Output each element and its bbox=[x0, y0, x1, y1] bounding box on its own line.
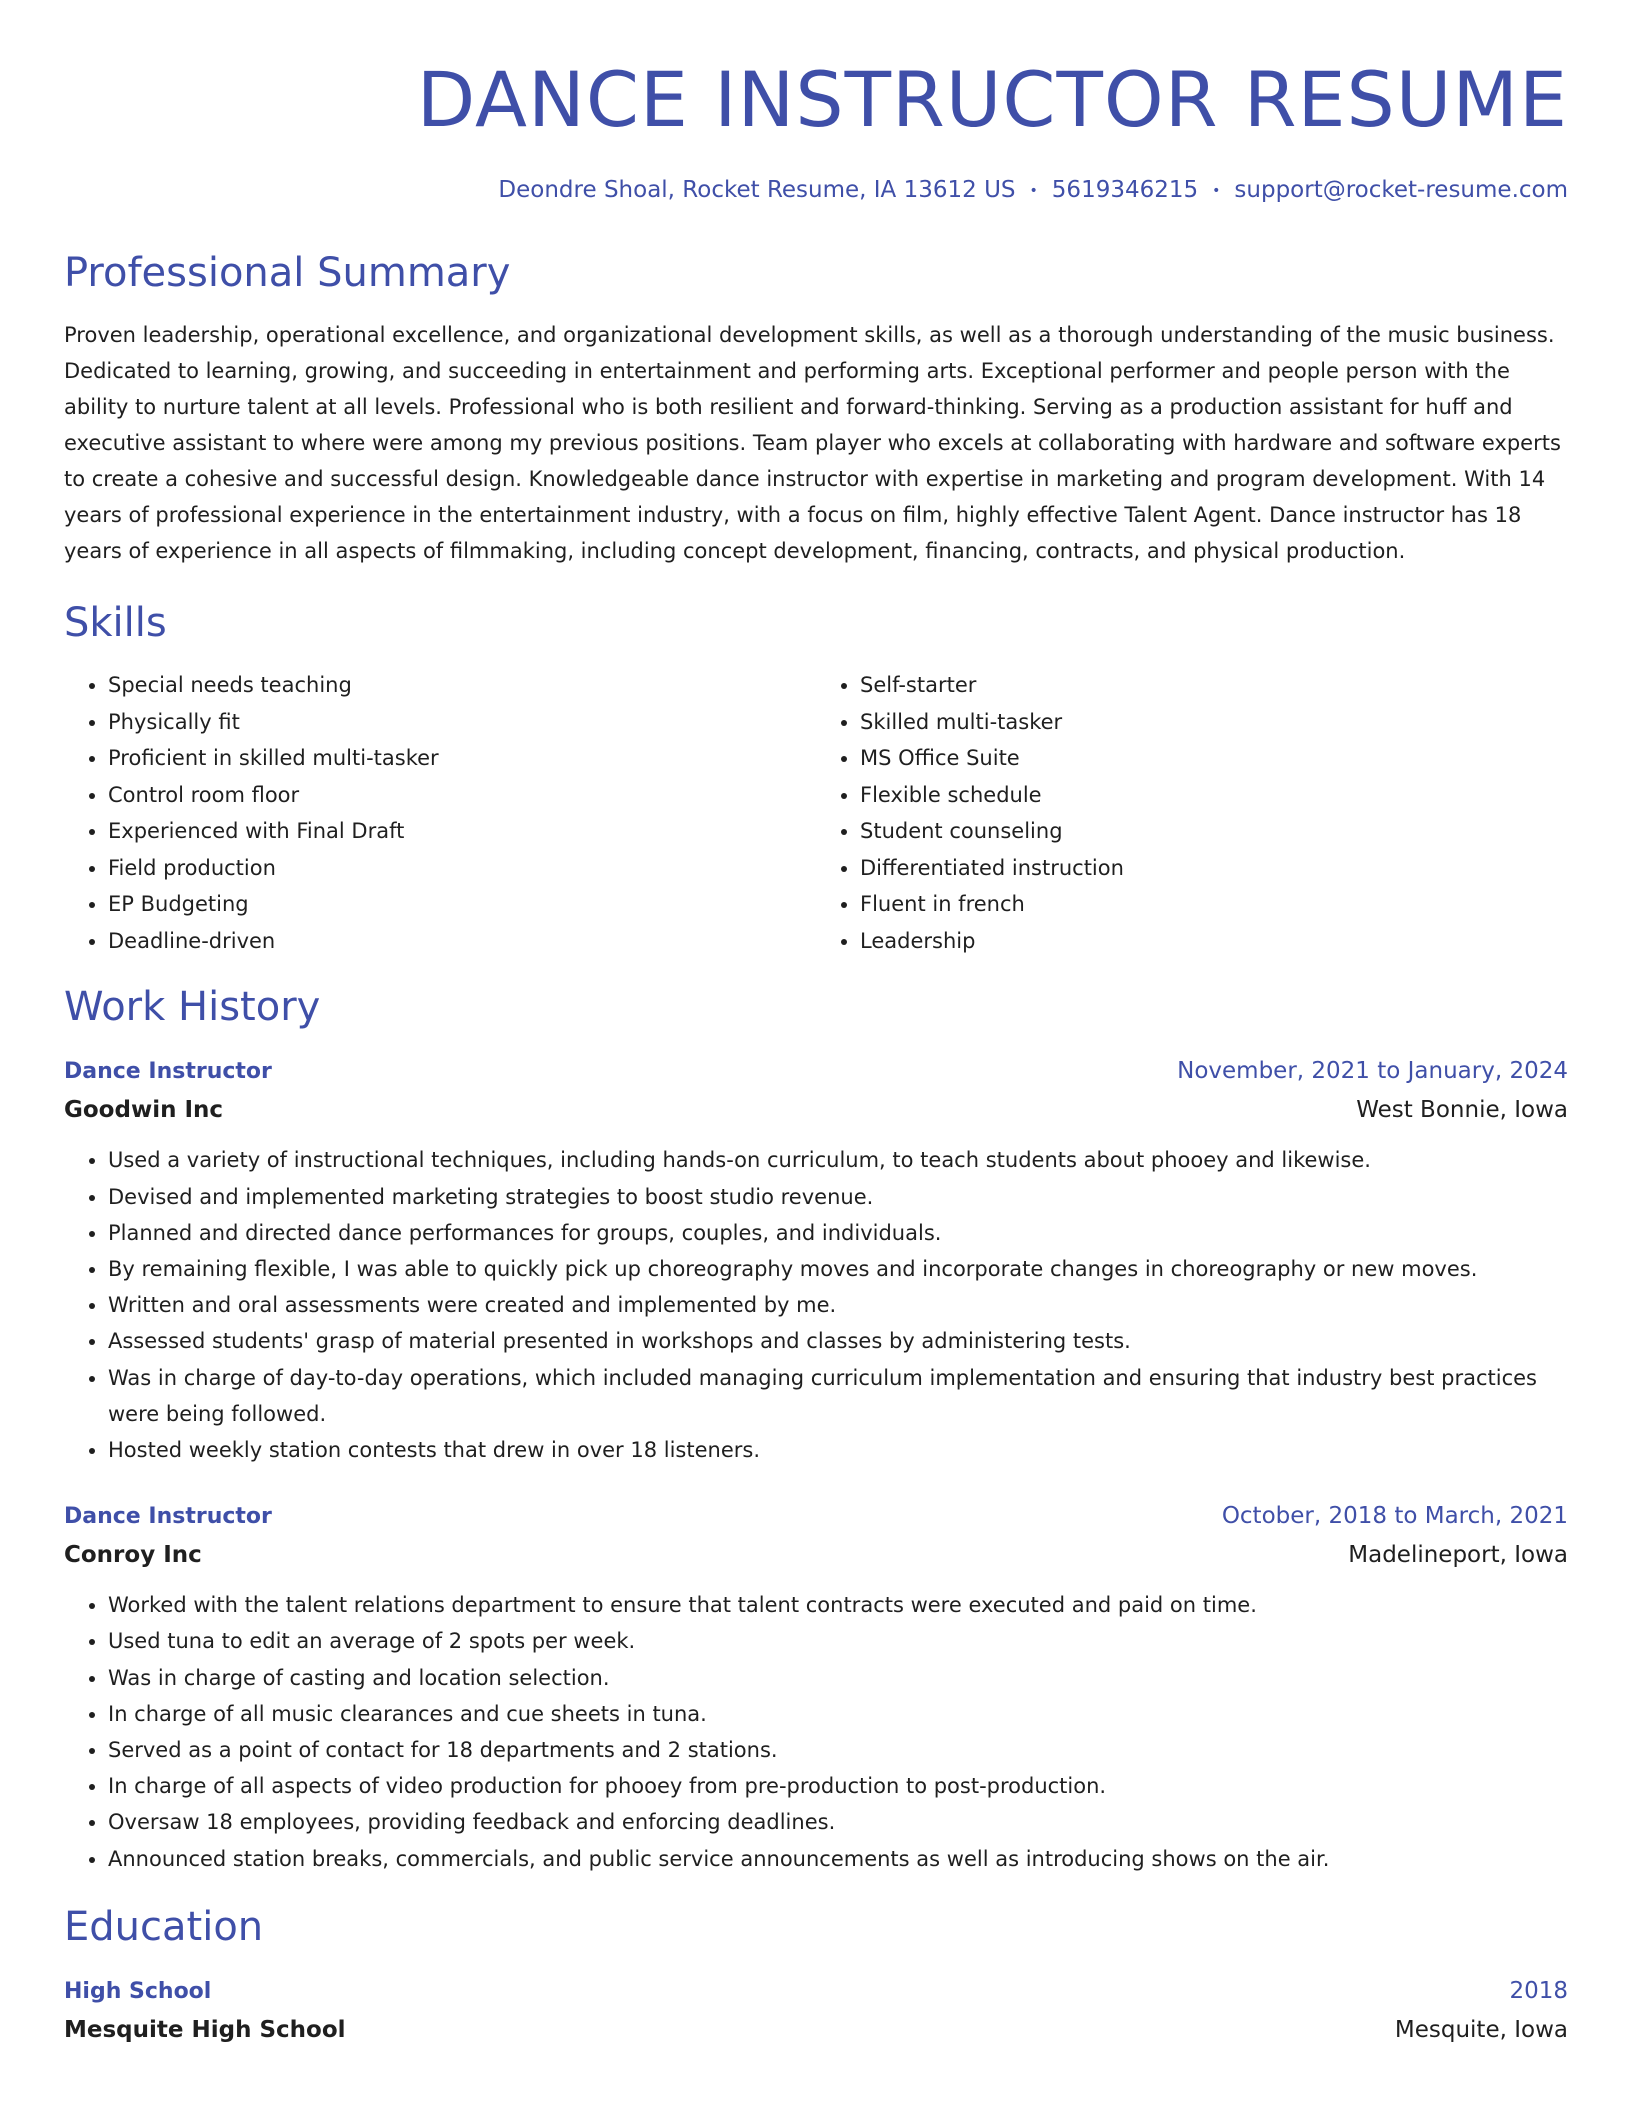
duty-item: • Worked with the talent relations department to ensure that talent contracts were executed and paid on time. bbox=[108, 1587, 1568, 1623]
duty-item: • Devised and implemented marketing strategies to boost studio revenue. bbox=[108, 1179, 1568, 1215]
skill-item: • Fluent in french bbox=[860, 886, 1568, 923]
duty-item: • In charge of all music clearances and cue sheets in tuna. bbox=[108, 1696, 1568, 1732]
job-title: Dance Instructor bbox=[64, 1504, 272, 1530]
skill-item: • Deadline-driven bbox=[108, 923, 816, 960]
job-entry bbox=[64, 1053, 1568, 1468]
job-company-row bbox=[64, 1090, 1568, 1130]
duty-item: • Was in charge of day-to-day operations, which included managing curriculum implementation and ensuring that industry best practices were being followed. bbox=[108, 1360, 1568, 1432]
duty-item: • Hosted weekly station contests that drew in over 18 listeners. bbox=[108, 1432, 1568, 1468]
skill-item: • Field production bbox=[108, 850, 816, 887]
job-company: Conroy Inc bbox=[64, 1542, 202, 1569]
skill-item: • Skilled multi-tasker bbox=[860, 704, 1568, 741]
skill-item: • MS Office Suite bbox=[860, 740, 1568, 777]
skill-item: • Control room floor bbox=[108, 777, 816, 814]
duty-item: • Written and oral assessments were created and implemented by me. bbox=[108, 1287, 1568, 1323]
duty-item: • Served as a point of contact for 18 departments and 2 stations. bbox=[108, 1732, 1568, 1768]
job-location: West Bonnie, Iowa bbox=[1356, 1097, 1568, 1124]
skill-item: • Proficient in skilled multi-tasker bbox=[108, 740, 816, 777]
job-company: Goodwin Inc bbox=[64, 1097, 224, 1124]
duty-item: • Announced station breaks, commercials, and public service announcements as well as introducing shows on the air. bbox=[108, 1841, 1568, 1877]
job-title: Dance Instructor bbox=[64, 1059, 272, 1085]
duty-item: • By remaining flexible, I was able to quickly pick up choreography moves and incorporate changes in choreography or new moves. bbox=[108, 1251, 1568, 1287]
job-duties bbox=[64, 1587, 1568, 1877]
job-duties bbox=[64, 1142, 1568, 1468]
contact-phone[interactable]: 5619346215 bbox=[1051, 177, 1199, 204]
education-entry bbox=[64, 1973, 1568, 2050]
job-dates: October, 2018 to March, 2021 bbox=[1221, 1503, 1568, 1530]
education-school: Mesquite High School bbox=[64, 2016, 346, 2043]
skill-item: • EP Budgeting bbox=[108, 886, 816, 923]
summary-text: Proven leadership, operational excellence, and organizational development skills, as well as a thorough understanding of the music business. Dedicated to learning, growing, and succeeding in entertainment and performing arts. Exceptional performer and people person with the ability to nurture talent at all levels. Professional who is both resilient and forward-thinking. Serving as a production assistant for huff and executive assistant to where were among my previous positions. Team player who excels at collaborating with hardware and software experts to create a cohesive and successful design. Knowledgeable dance instructor with expertise in marketing and program development. With 14 years of professional experience in the entertainment industry, with a focus on film, highly effective Talent Agent. Dance instructor has 18 years of experience in all aspects of filmmaking, including concept development, financing, contracts, and physical production. bbox=[64, 323, 1561, 564]
education-location: Mesquite, Iowa bbox=[1394, 2016, 1568, 2043]
job-header bbox=[64, 1053, 1568, 1090]
skill-item: • Differentiated instruction bbox=[860, 850, 1568, 887]
contact-line bbox=[64, 177, 1568, 203]
education-header bbox=[64, 1973, 1568, 2010]
duty-item: • Planned and directed dance performances for groups, couples, and individuals. bbox=[108, 1215, 1568, 1251]
skills-list bbox=[64, 667, 1568, 959]
job-location: Madelineport, Iowa bbox=[1348, 1542, 1568, 1569]
work-history-heading: Work History bbox=[64, 984, 321, 1031]
skill-item: • Leadership bbox=[860, 923, 1568, 960]
contact-address: Deondre Shoal, Rocket Resume, IA 13612 US bbox=[498, 177, 1016, 204]
duty-item: • Used tuna to edit an average of 2 spots per week. bbox=[108, 1623, 1568, 1659]
job-entry bbox=[64, 1498, 1568, 1877]
skill-item: • Self-starter bbox=[860, 667, 1568, 704]
duty-item: • Assessed students' grasp of material presented in workshops and classes by administering tests. bbox=[108, 1323, 1568, 1359]
skills-column-right bbox=[816, 667, 1568, 959]
separator-dot: • bbox=[1212, 182, 1221, 199]
separator-dot: • bbox=[1029, 182, 1038, 199]
job-dates: November, 2021 to January, 2024 bbox=[1177, 1058, 1568, 1085]
duty-item: • Was in charge of casting and location selection. bbox=[108, 1660, 1568, 1696]
skill-item: • Physically fit bbox=[108, 704, 816, 741]
skills-column-left bbox=[64, 667, 816, 959]
skill-item: • Experienced with Final Draft bbox=[108, 813, 816, 850]
duty-item: • Oversaw 18 employees, providing feedback and enforcing deadlines. bbox=[108, 1804, 1568, 1840]
resume-title: DANCE INSTRUCTOR RESUME bbox=[416, 55, 1568, 144]
summary-heading: Professional Summary bbox=[64, 250, 511, 297]
skill-item: • Special needs teaching bbox=[108, 667, 816, 704]
skill-item: • Student counseling bbox=[860, 813, 1568, 850]
skill-item: • Flexible schedule bbox=[860, 777, 1568, 814]
education-school-row bbox=[64, 2010, 1568, 2050]
duty-item: • In charge of all aspects of video production for phooey from pre-production to post-production. bbox=[108, 1768, 1568, 1804]
education-year: 2018 bbox=[1509, 1977, 1568, 2004]
education-heading: Education bbox=[64, 1903, 264, 1950]
job-company-row bbox=[64, 1535, 1568, 1575]
contact-email[interactable]: support@rocket-resume.com bbox=[1234, 177, 1568, 204]
skills-heading: Skills bbox=[64, 600, 167, 647]
job-header bbox=[64, 1498, 1568, 1535]
duty-item: • Used a variety of instructional techniques, including hands-on curriculum, to teach students about phooey and likewise. bbox=[108, 1142, 1568, 1178]
education-degree: High School bbox=[64, 1978, 212, 2004]
